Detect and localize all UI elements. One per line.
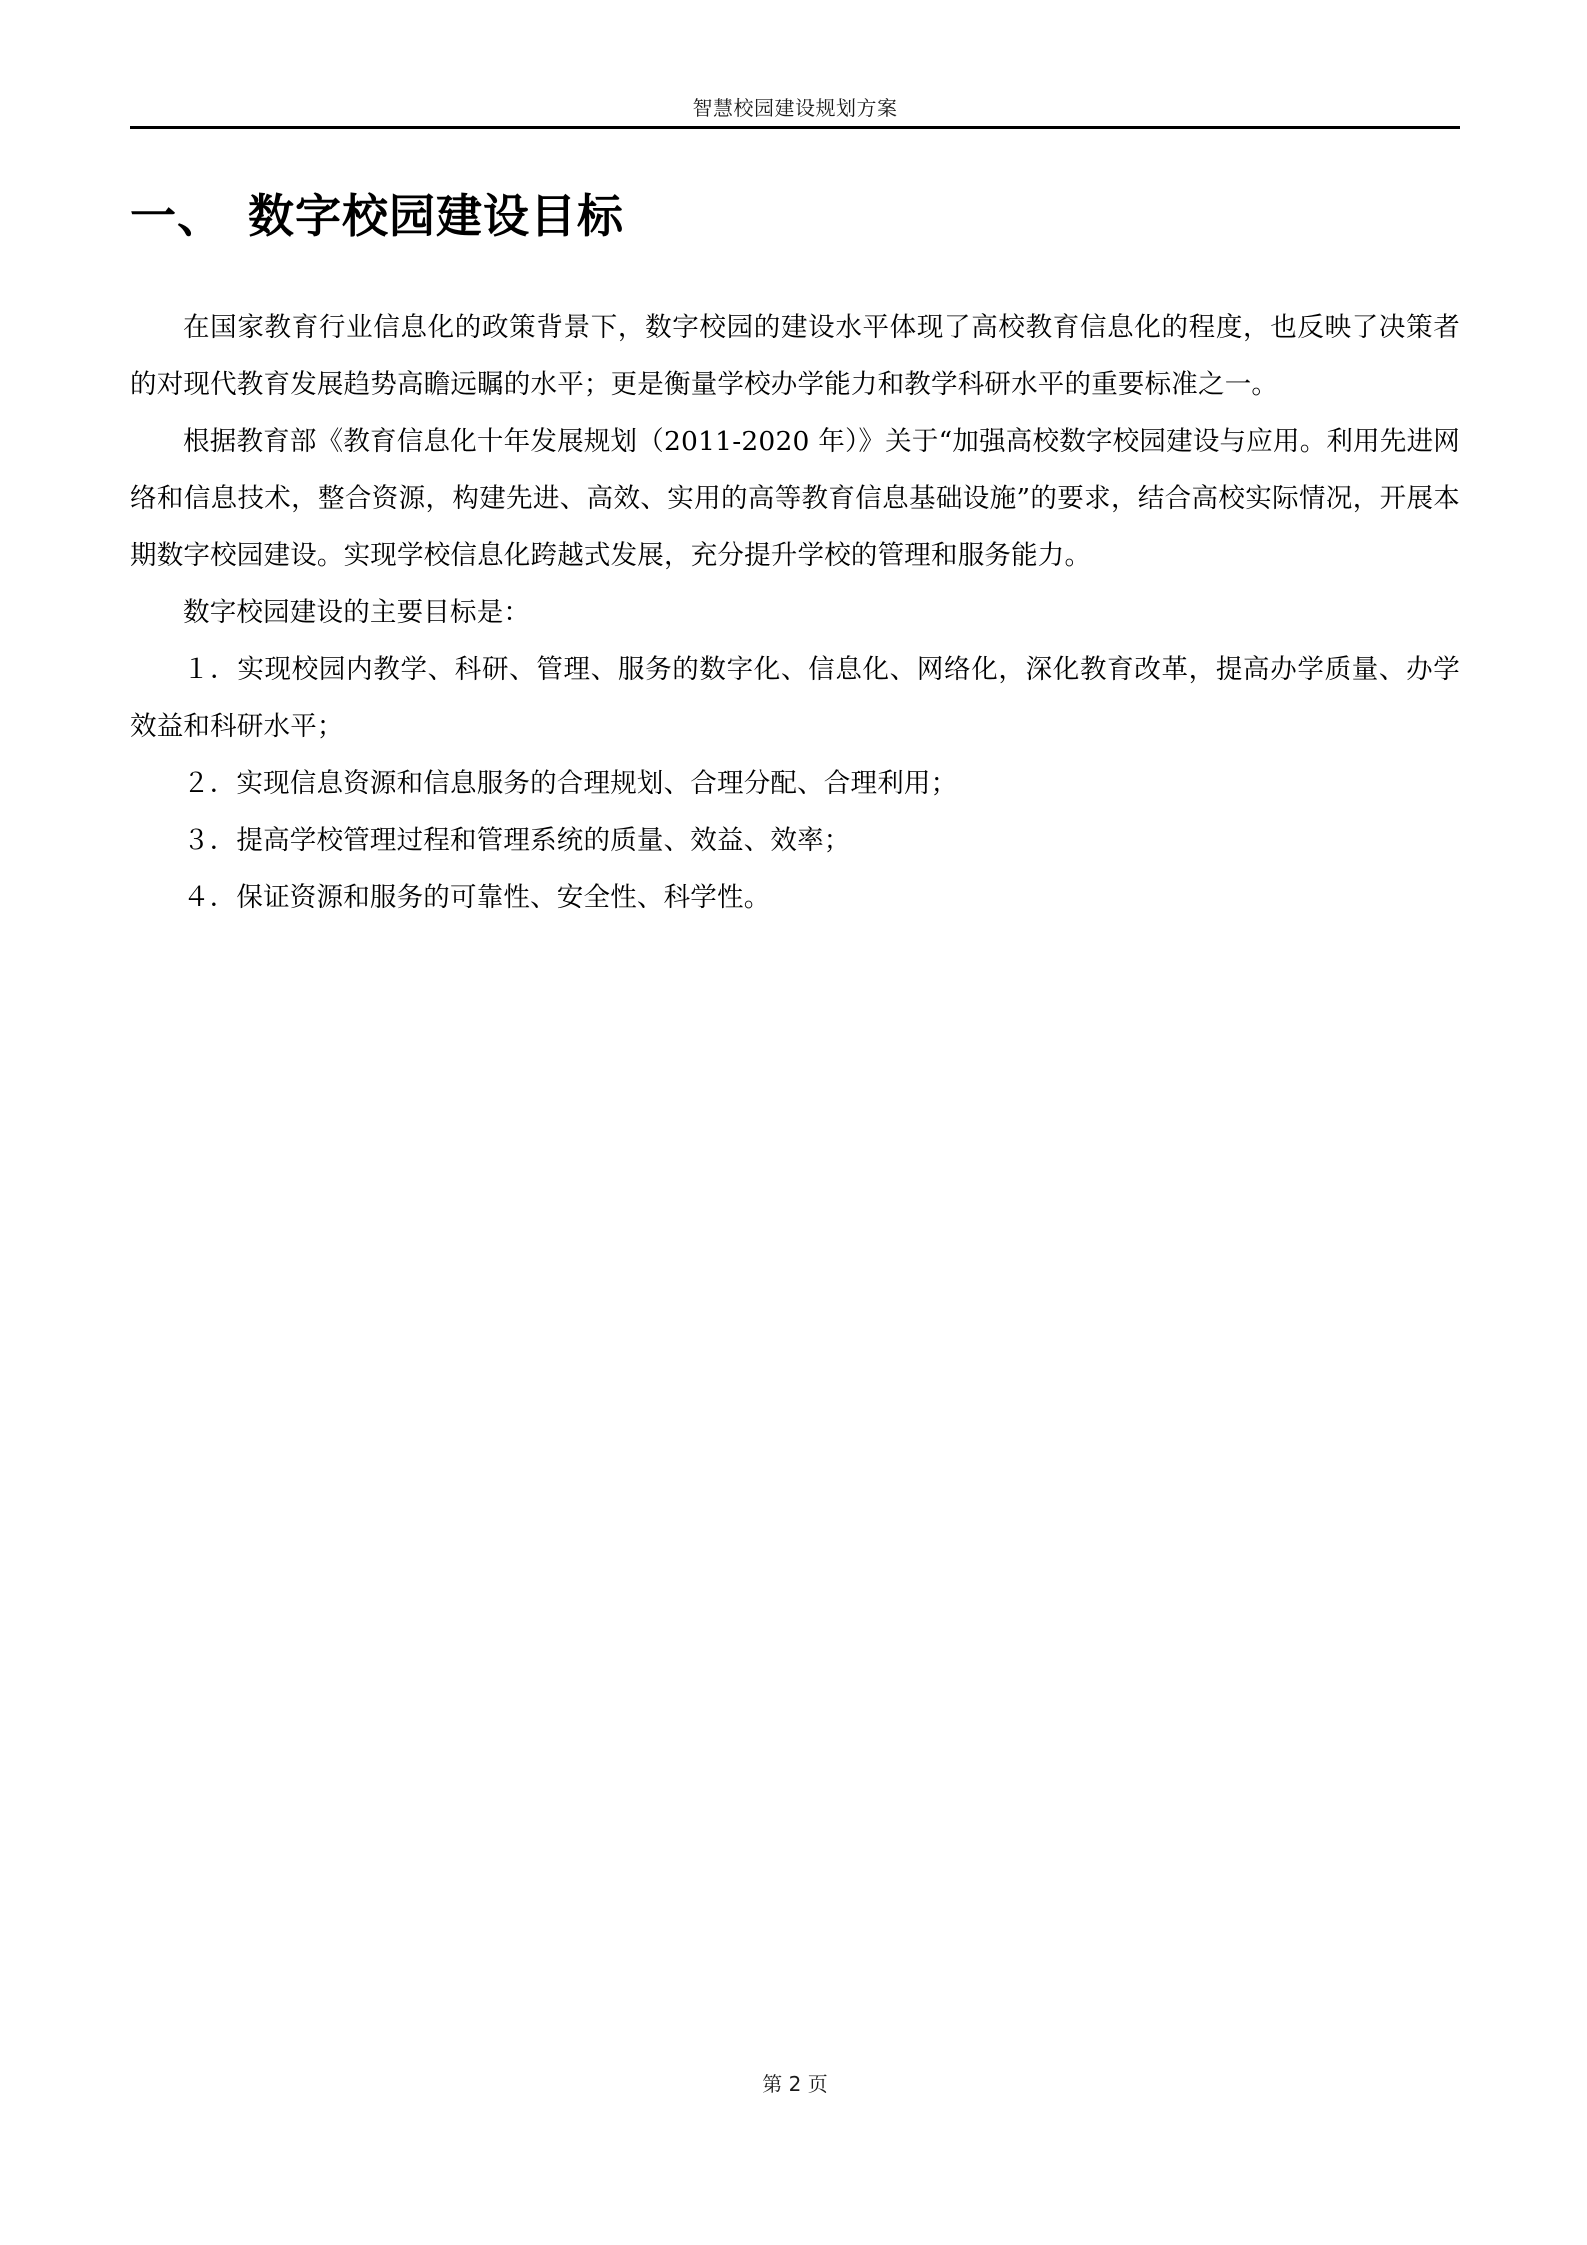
body-paragraph-3: 数字校园建设的主要目标是： (183, 597, 531, 629)
header-divider-rule (130, 126, 1460, 129)
goal-list-item-4: ４．保证资源和服务的可靠性、安全性、科学性。 (183, 882, 771, 914)
section-heading: 一、 数字校园建设目标 (130, 189, 624, 243)
document-body (130, 185, 1460, 926)
page-header (130, 96, 1460, 129)
body-paragraph-1: 在国家教育行业信息化的政策背景下，数字校园的建设水平体现了高校教育信息化的程度，也反映了决策者的对现代教育发展趋势高瞻远瞩的水平；更是衡量学校办学能力和教学科研水平的重要标准之一。 (130, 312, 1460, 401)
goal-list-item-1: １．实现校园内教学、科研、管理、服务的数字化、信息化、网络化，深化教育改革，提高办学质量、办学效益和科研水平； (130, 654, 1460, 743)
body-paragraph-2: 根据教育部《教育信息化十年发展规划（2011-2020 年）》关于“加强高校数字校园建设与应用。利用先进网络和信息技术，整合资源，构建先进、高效、实用的高等教育信息基础设施”的要求，结合高校实际情况，开展本期数字校园建设。实现学校信息化跨越式发展，充分提升学校的管理和服务能力。 (130, 426, 1460, 572)
goal-list-item-2: ２．实现信息资源和信息服务的合理规划、合理分配、合理利用； (183, 768, 958, 800)
goal-list-item-3: ３．提高学校管理过程和管理系统的质量、效益、效率； (183, 825, 851, 857)
page-footer (130, 2068, 1460, 2097)
page-number-label: 第 2 页 (762, 2072, 828, 2096)
running-header-title: 智慧校园建设规划方案 (692, 96, 898, 120)
